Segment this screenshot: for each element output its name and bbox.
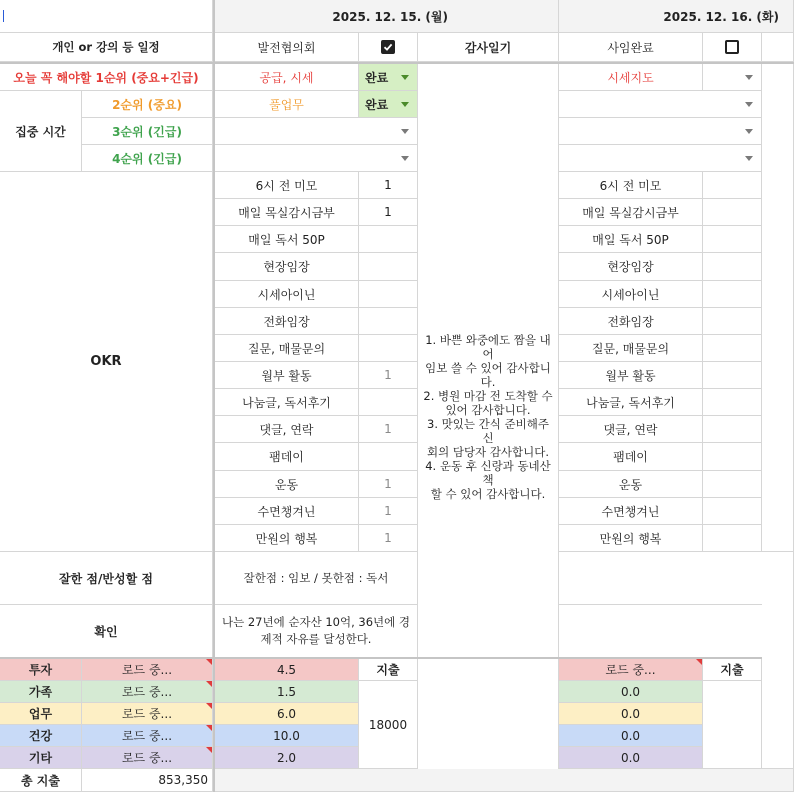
day1-affirmation-text[interactable]: 나는 27년에 순자산 10억, 36년에 경 제적 자유를 달성한다. [215,605,418,658]
day1-priority-2-task[interactable]: 풀업무 [215,91,359,118]
day2-okr-item[interactable]: 매일 목실감시금부 [559,199,703,226]
day1-priority-4-dropdown[interactable] [215,145,418,172]
chevron-down-icon[interactable] [745,75,753,80]
schedule-label: 개인 or 강의 등 일정 [0,33,213,62]
day2-okr-value[interactable] [703,389,762,416]
day1-okr-item[interactable]: 시세아이닌 [215,281,359,308]
day1-expense-total[interactable]: 18000 [359,681,418,769]
day1-priority-3-dropdown[interactable] [215,118,418,145]
day2-okr-value[interactable] [703,498,762,525]
day2-okr-value[interactable] [703,226,762,253]
comment-marker-icon [206,703,212,709]
status-value: 완료 [365,97,389,112]
chevron-down-icon[interactable] [745,156,753,161]
day1-okr-item[interactable]: 운동 [215,471,359,498]
day1-priority-1-task[interactable]: 공급, 시세 [215,64,359,91]
day1-okr-value[interactable]: 1 [359,471,418,498]
chevron-down-icon[interactable] [401,102,409,107]
day2-okr-value[interactable] [703,471,762,498]
priority-2-label: 2순위 (중요) [82,91,213,118]
day2-okr-value[interactable] [703,281,762,308]
text-cursor [3,10,4,22]
day2-priority-1-task[interactable]: 시세지도 [559,64,703,91]
day2-okr-item[interactable]: 월부 활동 [559,362,703,389]
chevron-down-icon[interactable] [401,129,409,134]
total-spending-label: 총 지출 [0,769,82,792]
day2-okr-value[interactable] [703,525,762,552]
priority-4-label: 4순위 (긴급) [82,145,213,172]
spending-loading-cell[interactable]: 로드 중... [82,725,213,747]
day2-okr-value[interactable] [703,335,762,362]
spending-category-label[interactable]: 투자 [0,659,82,681]
day2-okr-item[interactable]: 운동 [559,471,703,498]
day1-priority-2-status-dropdown[interactable] [359,91,418,118]
checkbox-unchecked-icon[interactable] [725,40,739,54]
day1-okr-value[interactable]: 1 [359,416,418,443]
empty-column-cell[interactable] [762,64,794,552]
day2-priority-1-status-dropdown[interactable] [703,64,762,91]
day1-okr-item[interactable]: 매일 독서 50P [215,226,359,253]
day1-okr-value[interactable] [359,253,418,281]
day1-okr-value[interactable] [359,308,418,335]
day1-spending-value[interactable]: 4.5 [215,659,359,681]
day1-okr-item[interactable]: 6시 전 미모 [215,172,359,199]
day1-okr-item[interactable]: 수면챙겨닌 [215,498,359,525]
day1-okr-item[interactable]: 댓글, 연락 [215,416,359,443]
day1-okr-value[interactable] [359,281,418,308]
day2-priority-2-dropdown[interactable] [559,91,762,118]
day1-date-header: 2025. 12. 15. (월) [215,0,559,33]
spending-loading-cell[interactable]: 로드 중... [82,747,213,769]
focus-time-label: 집중 시간 [0,91,82,172]
comment-marker-icon [206,725,212,731]
chevron-down-icon[interactable] [745,102,753,107]
review-label: 잘한 점/반성할 점 [0,552,213,605]
day1-spending-value[interactable]: 2.0 [215,747,359,769]
day1-okr-value[interactable]: 1 [359,199,418,226]
spending-loading-cell[interactable]: 로드 중... [82,659,213,681]
day2-okr-value[interactable] [703,253,762,281]
day1-okr-value[interactable] [359,335,418,362]
total-spending-value[interactable]: 853,350 [82,769,213,792]
day1-spending-value[interactable]: 10.0 [215,725,359,747]
comment-marker-icon [206,747,212,753]
day2-okr-value[interactable] [703,416,762,443]
day1-event-checkbox-cell[interactable] [359,33,418,62]
day1-okr-item[interactable]: 질문, 매물문의 [215,335,359,362]
chevron-down-icon[interactable] [401,75,409,80]
day2-event-cell[interactable]: 사임완료 [559,33,703,62]
day2-okr-item[interactable]: 만원의 행복 [559,525,703,552]
gratitude-journal-text[interactable]: 1. 바쁜 와중에도 짬을 내어 임보 쓸 수 있어 감사합니 다. 2. 병원 마감 전 도착할 수 있어 감사합니다. 3. 맛있는 간식 준비해주신 회의 담당자 감사합니다. 4. 운동 후 신랑과 동네산책 할 수 있어 감사합니다. [418,64,559,770]
day2-okr-item[interactable]: 전화임장 [559,308,703,335]
day2-priority-4-dropdown[interactable] [559,145,762,172]
day1-okr-value[interactable]: 1 [359,498,418,525]
spending-category-label[interactable]: 업무 [0,703,82,725]
day1-okr-value[interactable] [359,443,418,471]
active-cell[interactable] [0,0,213,33]
day2-okr-value[interactable] [703,443,762,471]
priority-3-label: 3순위 (긴급) [82,118,213,145]
chevron-down-icon[interactable] [745,129,753,134]
day2-priority-3-dropdown[interactable] [559,118,762,145]
spending-category-label[interactable]: 건강 [0,725,82,747]
day1-okr-item[interactable]: 매일 목실감시금부 [215,199,359,226]
day1-okr-item[interactable]: 현장임장 [215,253,359,281]
day2-okr-item[interactable]: 질문, 매물문의 [559,335,703,362]
day2-spending-loading-cell[interactable]: 로드 중... [559,659,703,681]
status-value: 완료 [365,70,389,85]
day2-okr-value[interactable] [703,362,762,389]
spending-loading-cell[interactable]: 로드 중... [82,681,213,703]
day2-affirmation-text[interactable] [559,605,794,658]
day1-expense-label: 지출 [359,659,418,681]
day1-okr-value[interactable]: 1 [359,525,418,552]
day2-review-text[interactable] [559,552,794,605]
confirm-label: 확인 [0,605,213,658]
gratitude-journal-label: 감사일기 [418,33,559,62]
day1-okr-value[interactable] [359,389,418,416]
day1-okr-item[interactable]: 전화임장 [215,308,359,335]
day1-okr-item[interactable]: 나눔글, 독서후기 [215,389,359,416]
day2-okr-item[interactable]: 나눔글, 독서후기 [559,389,703,416]
priority-1-label: 오늘 꼭 해야할 1순위 (중요+긴급) [0,64,213,91]
day1-event-cell[interactable]: 발전협의회 [215,33,359,62]
day1-okr-value[interactable]: 1 [359,362,418,389]
okr-label: OKR [0,172,213,552]
day2-okr-value[interactable] [703,199,762,226]
day2-okr-item[interactable]: 팸데이 [559,443,703,471]
day1-review-text[interactable]: 잘한점 : 임보 / 못한점 : 독서 [215,552,418,605]
day2-spending-value[interactable]: 0.0 [559,725,703,747]
day1-priority-1-status-dropdown[interactable] [359,64,418,91]
chevron-down-icon[interactable] [401,156,409,161]
empty-column-cell[interactable] [762,552,794,769]
day2-okr-item[interactable]: 수면챙겨닌 [559,498,703,525]
day2-expense-total[interactable] [703,681,762,769]
day1-spending-value[interactable]: 6.0 [215,703,359,725]
day2-date-header: 2025. 12. 16. (화) [559,0,794,33]
comment-marker-icon [206,659,212,665]
day1-spending-value[interactable]: 1.5 [215,681,359,703]
day2-okr-item[interactable]: 매일 독서 50P [559,226,703,253]
comment-marker-icon [206,681,212,687]
checkbox-checked-icon[interactable] [381,40,395,54]
day2-okr-item[interactable]: 댓글, 연락 [559,416,703,443]
day1-okr-item[interactable]: 월부 활동 [215,362,359,389]
day2-okr-item[interactable]: 시세아이닌 [559,281,703,308]
day2-okr-value[interactable] [703,308,762,335]
day2-okr-item[interactable]: 현장임장 [559,253,703,281]
day2-event-checkbox-cell[interactable] [703,33,762,62]
day2-okr-value[interactable] [703,172,762,199]
day2-spending-value[interactable]: 0.0 [559,703,703,725]
spending-category-label[interactable]: 기타 [0,747,82,769]
spending-loading-cell[interactable]: 로드 중... [82,703,213,725]
empty-cell[interactable] [762,33,794,62]
day1-okr-value[interactable]: 1 [359,172,418,199]
total-row-empty [215,769,794,792]
day2-okr-item[interactable]: 6시 전 미모 [559,172,703,199]
day1-okr-value[interactable] [359,226,418,253]
day1-okr-item[interactable]: 만원의 행복 [215,525,359,552]
day2-expense-label: 지출 [703,659,762,681]
day2-spending-value[interactable]: 0.0 [559,681,703,703]
comment-marker-icon [696,659,702,665]
day2-spending-value[interactable]: 0.0 [559,747,703,769]
day1-okr-item[interactable]: 팸데이 [215,443,359,471]
spending-category-label[interactable]: 가족 [0,681,82,703]
